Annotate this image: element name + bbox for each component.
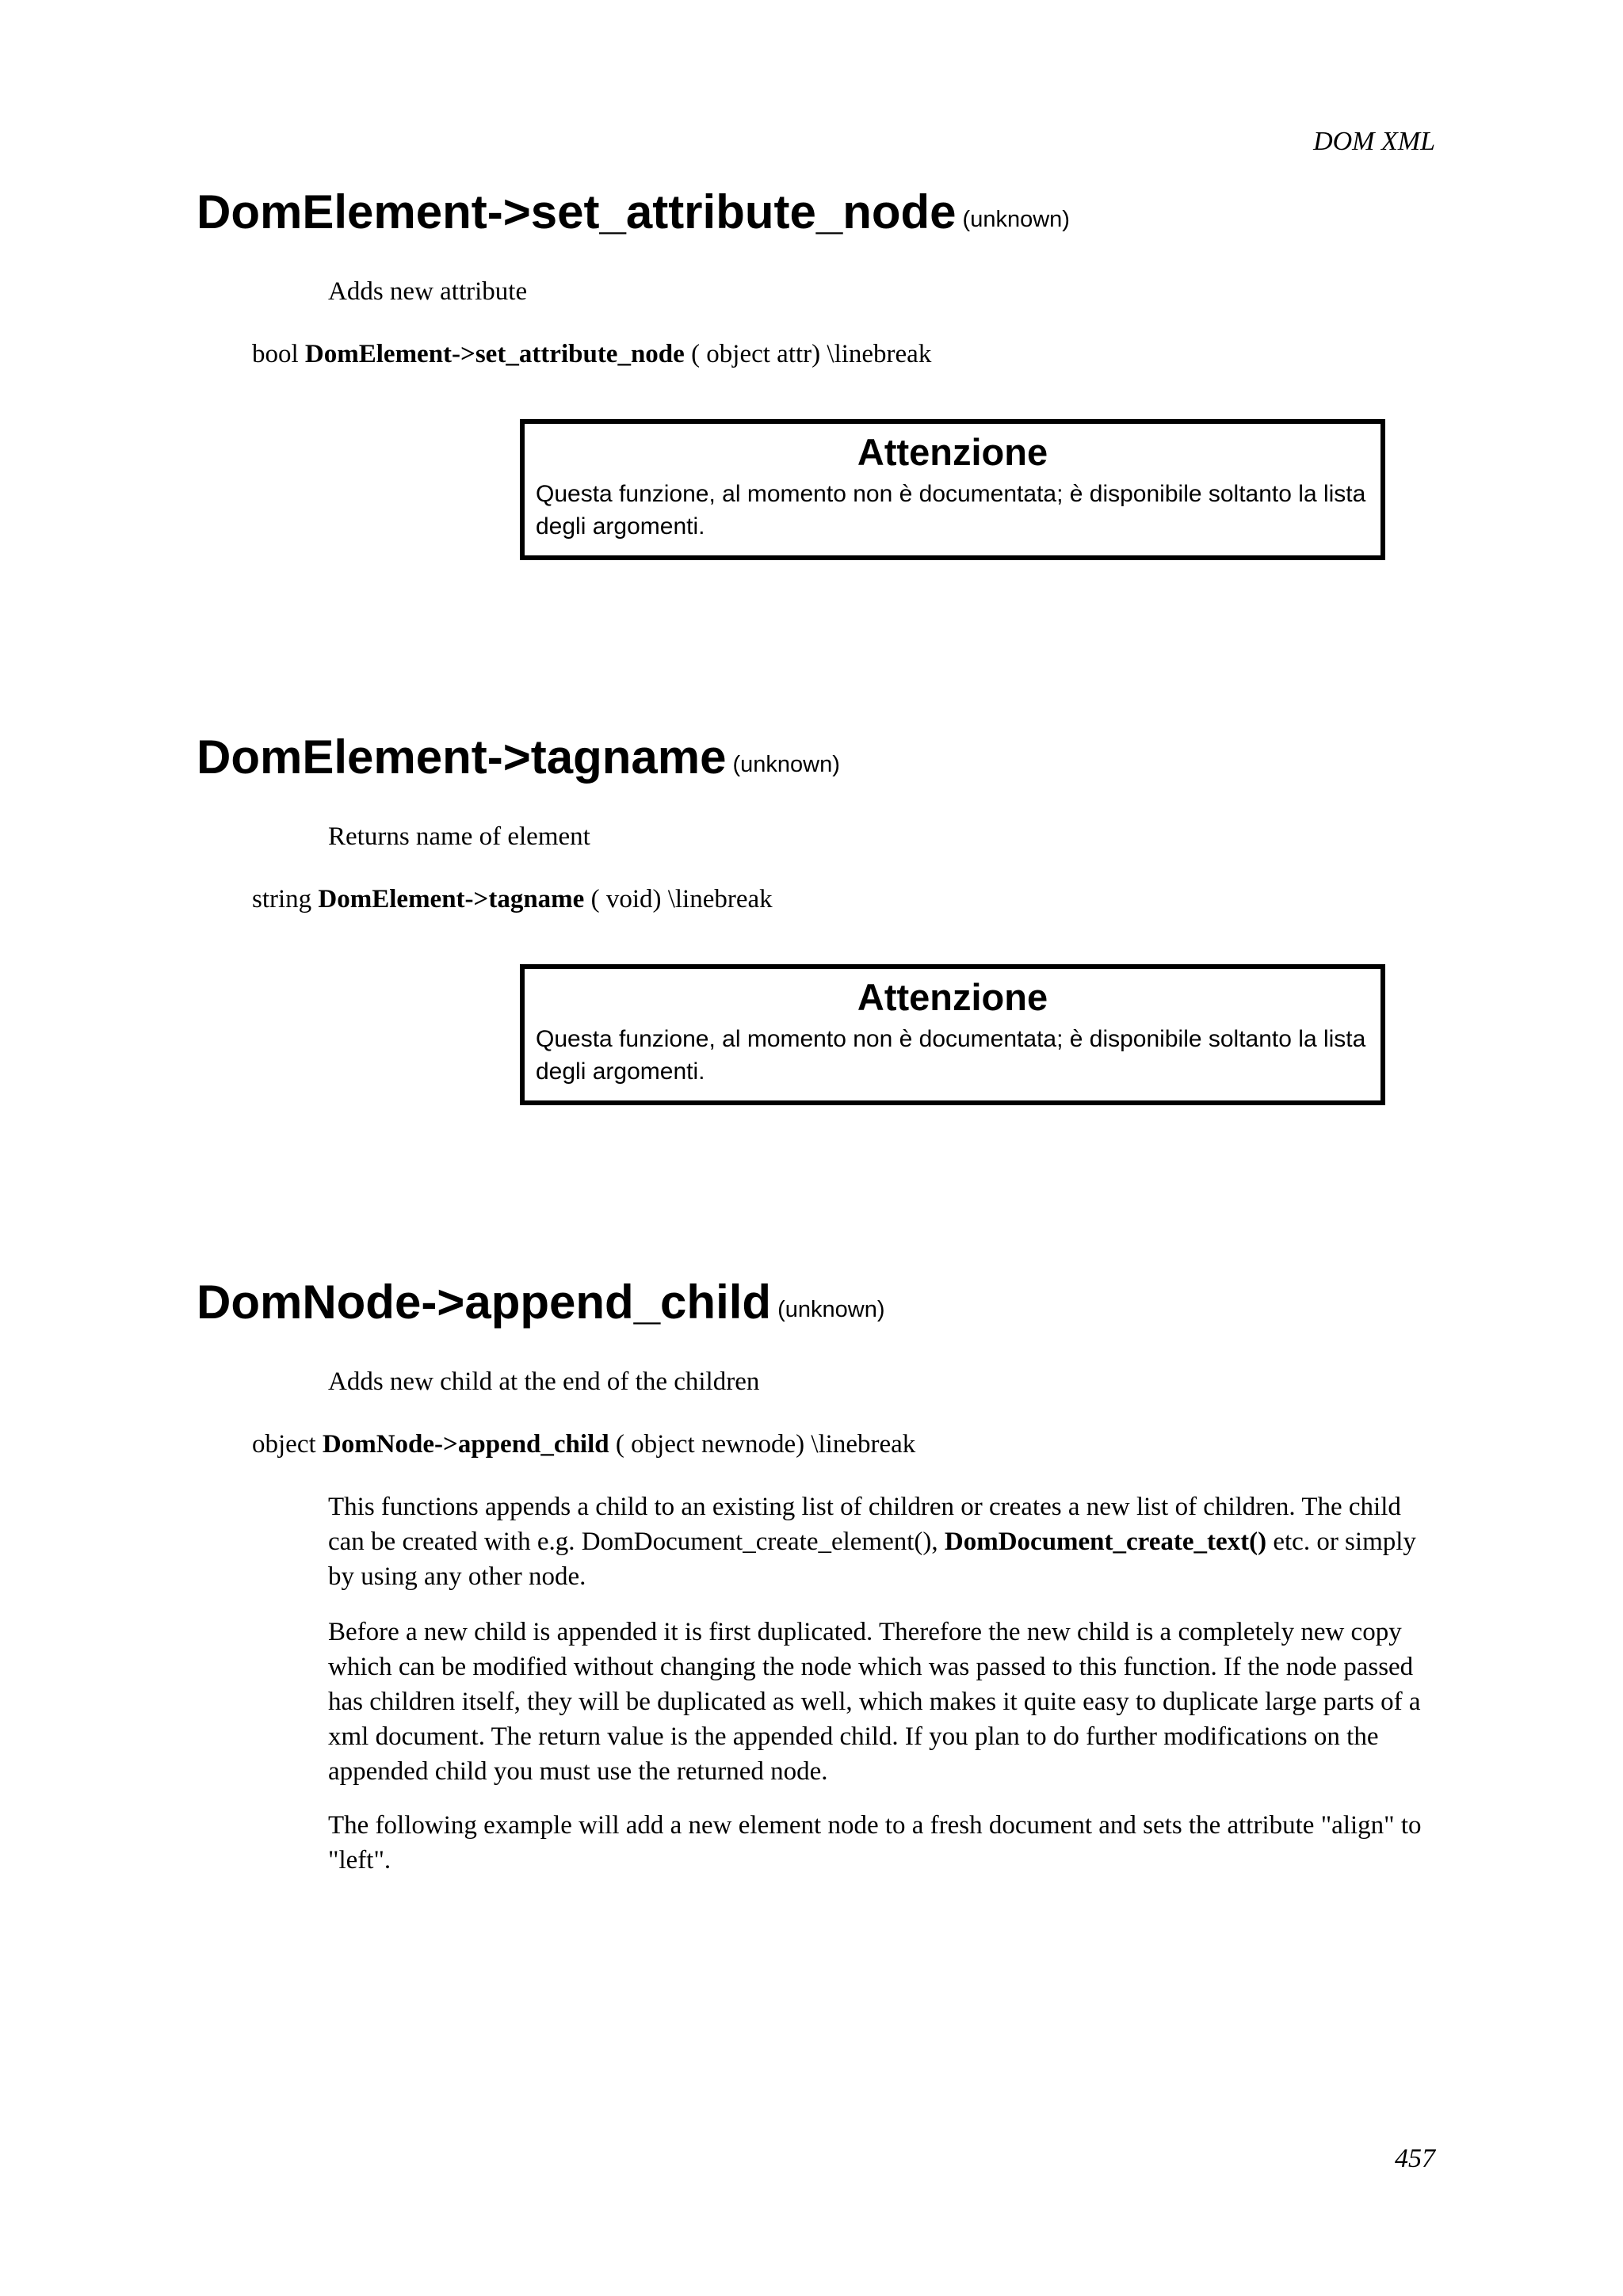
- version-info: (unknown): [732, 752, 840, 777]
- version-info: (unknown): [962, 207, 1070, 232]
- function-name: DomElement->set_attribute_node: [197, 185, 957, 238]
- function-name: DomNode->append_child: [197, 1276, 772, 1329]
- function-synopsis: [252, 885, 773, 914]
- warning-text: Questa funzione, al momento non è documentata; è disponibile soltanto la lista degli argomenti.: [536, 480, 1366, 540]
- description-paragraph-2: Before a new child is appended it is first duplicated. Therefore the new child is a completely new copy which can be modified without changing the node which was passed to this function. If the node passed has children itself, they will be duplicated as well, which makes it quite easy to duplicate large parts of a xml document. The return value is the appended child. If you plan to do further modifications on the appended child you must use the returned node.: [328, 1618, 1421, 1786]
- synopsis-params: ( void) \linebreak: [590, 885, 773, 913]
- function-synopsis: [252, 340, 931, 369]
- paragraph-text: etc. or simply by using any other node.: [328, 1527, 1416, 1591]
- running-header: DOM XML: [1313, 127, 1435, 156]
- entry-title: [197, 185, 1433, 238]
- return-type: bool: [252, 340, 299, 368]
- synopsis-function-name: DomElement->set_attribute_node: [304, 340, 685, 368]
- paragraph-text: This functions appends a child to an existing list of children or creates a new list of children. The child can be created with e.g. DomDocument_create_element(),: [328, 1493, 1401, 1556]
- entry-title: [197, 1276, 1433, 1329]
- warning-text: Questa funzione, al momento non è documentata; è disponibile soltanto la lista degli argomenti.: [536, 1025, 1366, 1085]
- warning-box: [520, 419, 1385, 560]
- page-number: 457: [1395, 2144, 1435, 2173]
- version-info: (unknown): [777, 1297, 885, 1322]
- function-purpose: Adds new attribute: [328, 277, 528, 306]
- function-purpose: Adds new child at the end of the children: [328, 1367, 760, 1396]
- function-purpose: Returns name of element: [328, 822, 590, 851]
- function-entry-tagname: [197, 730, 1433, 1085]
- warning-title: Attenzione: [857, 976, 1048, 1018]
- function-synopsis: [252, 1430, 915, 1459]
- synopsis-function-name: DomElement->tagname: [318, 885, 585, 913]
- function-entry-append-child: [197, 1276, 1433, 1875]
- function-reference: DomDocument_create_text(): [944, 1527, 1267, 1556]
- function-entry-set-attribute-node: [197, 185, 1433, 540]
- synopsis-function-name: DomNode->append_child: [322, 1430, 609, 1459]
- function-name: DomElement->tagname: [197, 730, 727, 784]
- synopsis-params: ( object newnode) \linebreak: [615, 1430, 916, 1459]
- warning-box: [520, 964, 1385, 1105]
- description-paragraph-3: The following example will add a new element node to a fresh document and sets the attribute "align" to "left".: [328, 1811, 1422, 1875]
- entry-title: [197, 730, 1433, 784]
- description-paragraph-1: [328, 1489, 1430, 1594]
- synopsis-params: ( object attr) \linebreak: [691, 340, 932, 368]
- warning-title: Attenzione: [857, 431, 1048, 473]
- return-type: string: [252, 885, 312, 913]
- return-type: object: [252, 1430, 316, 1459]
